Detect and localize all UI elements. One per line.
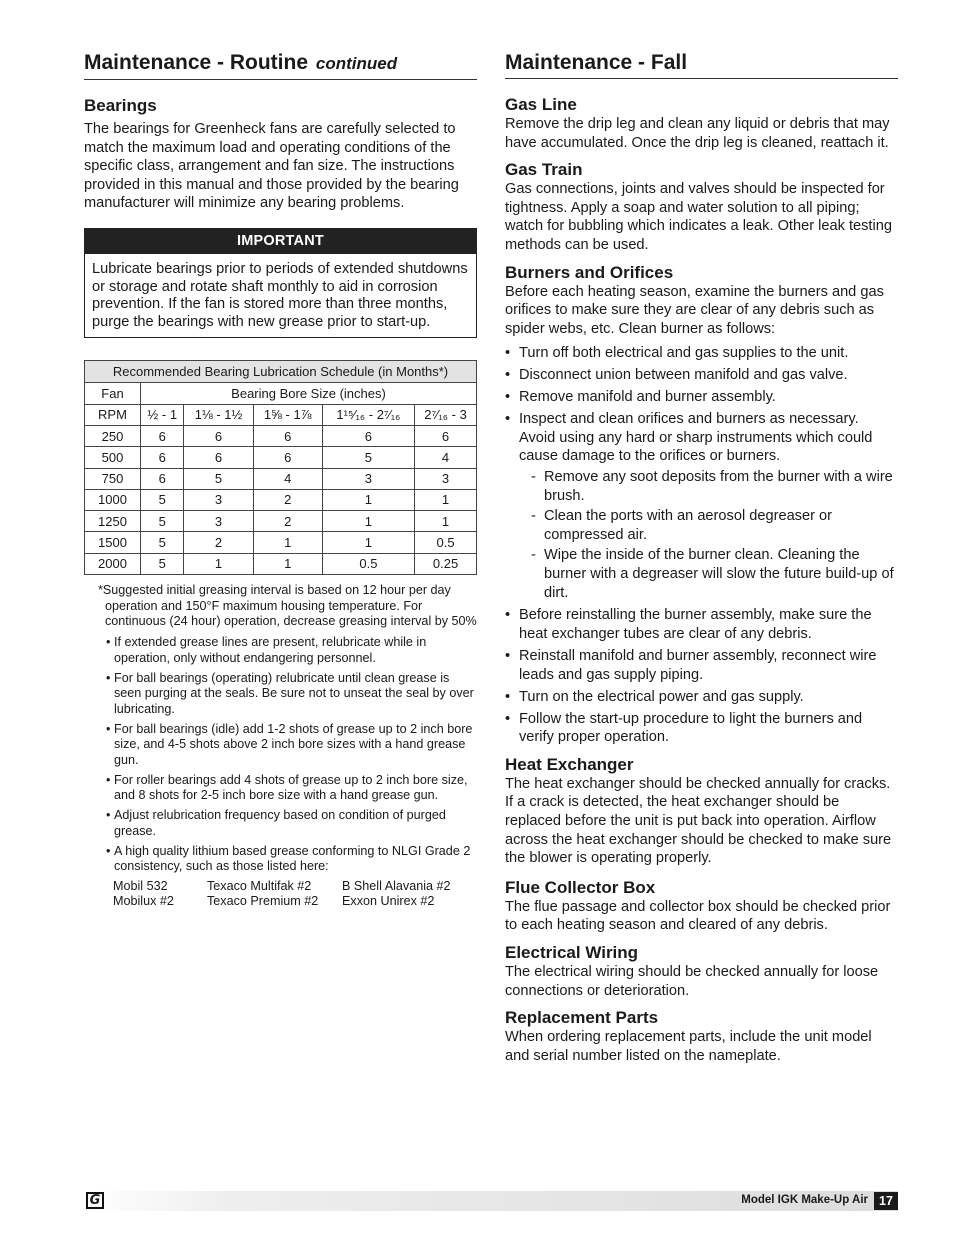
flue-title: Flue Collector Box (505, 877, 656, 897)
grease-item: Texaco Multifak #2 (207, 878, 312, 893)
interval-cell: 3 (184, 489, 253, 510)
interval-cell: 5 (141, 511, 184, 532)
important-text: Lubricate bearings prior to periods of extended shutdowns or storage and rotate shaft monthly to aid in corrosion prevention. If the fan is stored more than three months, purge the bearings with new grease prior to start-up. (92, 260, 468, 330)
table-row (85, 425, 477, 446)
parts-text: When ordering replacement parts, include the unit model and serial number listed on the nameplate. (505, 1029, 872, 1064)
interval-cell: 2 (253, 489, 322, 510)
flue-text: The flue passage and collector box should be checked prior to each heating season and cleared of any debris. (505, 898, 891, 934)
interval-cell: 3 (322, 468, 414, 489)
burner-step-text: Remove manifold and burner assembly. (519, 389, 776, 406)
interval-cell: 1 (322, 511, 414, 532)
table-footnote (84, 583, 477, 630)
fan-rpm-cell: 1250 (85, 511, 141, 532)
table-caption-row (85, 361, 477, 383)
wiring-text: The electrical wiring should be checked annually for loose connections or deterioration. (505, 963, 879, 999)
table-row (85, 447, 477, 468)
fan-rpm-cell: 1000 (85, 489, 141, 510)
interval-cell: 5 (141, 553, 184, 574)
burner-step: • Follow the start-up procedure to light the burners and verify proper operation. (505, 710, 898, 747)
important-label: IMPORTANT (85, 229, 476, 254)
bore-size-cell: 1⅛ - 1½ (184, 404, 253, 425)
interval-cell: 1 (415, 511, 477, 532)
fan-rpm-cell: 2000 (85, 553, 141, 574)
burner-step: • Turn on the electrical power and gas supply. (505, 688, 898, 707)
burners-text: Before each heating season, examine the burners and gas orifices to make sure they are clear of any debris such as spider webs, etc. Clean burner as follows: (505, 283, 884, 337)
table-row (85, 553, 477, 574)
table-row (85, 532, 477, 553)
lubrication-schedule-table (84, 360, 477, 575)
heading-continued: continued (315, 54, 398, 73)
fan-rpm-cell: 500 (85, 447, 141, 468)
interval-cell: 5 (141, 532, 184, 553)
interval-cell: 6 (141, 425, 184, 446)
interval-cell: 2 (184, 532, 253, 553)
table-row (85, 489, 477, 510)
burner-substeps (519, 468, 898, 603)
interval-cell: 1 (253, 553, 322, 574)
burner-step: • Reinstall manifold and burner assembly, reconnect wire leads and gas supply piping. (505, 647, 898, 684)
page-title-fall: Maintenance - Fall (505, 50, 898, 79)
burner-step (505, 366, 898, 385)
burners-title: Burners and Orifices (505, 262, 674, 282)
grease-item: Exxon Unirex #2 (342, 894, 435, 909)
bearings-title: Bearings (84, 96, 157, 115)
interval-cell: 6 (253, 447, 322, 468)
grease-item: B Shell Alavania #2 (342, 878, 451, 893)
interval-cell: 0.5 (322, 553, 414, 574)
footnote-text: *Suggested initial greasing interval is based on 12 hour per day operation and 150°F maximum housing temperature. For continuous (24 hour) operation, decrease greasing interval by 50% (98, 583, 477, 629)
heat-exchanger-text: The heat exchanger should be checked annually for cracks. If a crack is detected, the heat exchanger should be replaced before the unit is put back into operation. Airflow across the heat exchanger should be checked to make sure the blower is operating properly. (505, 775, 892, 867)
table-header-row (85, 383, 477, 404)
bore-size-cell: ½ - 1 (141, 404, 184, 425)
grease-item: Mobil 532 (113, 878, 168, 893)
interval-cell: 2 (253, 511, 322, 532)
footer-bar (84, 1191, 898, 1211)
note-item: • A high quality lithium based grease conforming to NLGI Grade 2 consistency, such as those listed here: (106, 844, 477, 875)
interval-cell: 6 (184, 447, 253, 468)
interval-cell: 5 (184, 468, 253, 489)
fan-rpm-cell: 1500 (85, 532, 141, 553)
gas-line-text: Remove the drip leg and clean any liquid or debris that may have accumulated. Once the drip leg is cleaned, reattach it. (505, 116, 890, 151)
interval-cell: 1 (184, 553, 253, 574)
wiring-title: Electrical Wiring (505, 942, 639, 962)
burner-substep: - Remove any soot deposits from the burner with a wire brush. (531, 468, 898, 506)
fan-rpm-cell: 250 (85, 425, 141, 446)
bore-size-cell: 1¹⁵⁄₁₆ - 2⁷⁄₁₆ (322, 404, 414, 425)
interval-cell: 0.5 (415, 532, 477, 553)
bore-size-cell: 2⁷⁄₁₆ - 3 (415, 404, 477, 425)
burner-substep: - Clean the ports with an aerosol degreaser or compressed air. (531, 507, 898, 545)
right-column (505, 50, 898, 1065)
burner-step (505, 388, 898, 407)
parts-title: Replacement Parts (505, 1008, 659, 1028)
fan-rpm-label-bottom: RPM (85, 404, 141, 425)
interval-cell: 6 (253, 425, 322, 446)
interval-cell: 1 (415, 489, 477, 510)
interval-cell: 6 (141, 447, 184, 468)
grease-item: Mobilux #2 (113, 894, 174, 909)
interval-cell: 3 (184, 511, 253, 532)
interval-cell: 4 (253, 468, 322, 489)
interval-cell: 0.25 (415, 553, 477, 574)
footer-model: Model IGK Make-Up Air (741, 1194, 868, 1206)
fan-rpm-label-top: Fan (85, 383, 141, 404)
bore-size-cell: 1⅝ - 1⅞ (253, 404, 322, 425)
note-item: • If extended grease lines are present, relubricate while in operation, only without endangering personnel. (106, 635, 477, 666)
interval-cell: 6 (184, 425, 253, 446)
burner-substep: - Wipe the inside of the burner clean. Cleaning the burner with a degreaser will slow the future build-up of dirt. (531, 546, 898, 603)
burner-step (505, 410, 898, 603)
interval-cell: 4 (415, 447, 477, 468)
interval-cell: 1 (322, 489, 414, 510)
interval-cell: 5 (141, 489, 184, 510)
interval-cell: 1 (253, 532, 322, 553)
lubrication-notes (84, 635, 477, 875)
interval-cell: 6 (415, 425, 477, 446)
table-row (85, 468, 477, 489)
gas-train-title: Gas Train (505, 160, 583, 180)
note-item: • For ball bearings (idle) add 1-2 shots of grease up to 2 inch bore size, and 4-5 shots above 2 inch bore sizes with a hand grease gun. (106, 722, 477, 769)
note-item: • For ball bearings (operating) relubricate until clean grease is seen purging at the seals. Be sure not to unseat the seal by over lubricating. (106, 671, 477, 718)
interval-cell: 3 (415, 468, 477, 489)
note-item: • For roller bearings add 4 shots of grease up to 2 inch bore size, and 8 shots for 2-5 inch bore size with a hand grease gun. (106, 773, 477, 804)
interval-cell: 6 (141, 468, 184, 489)
fan-rpm-cell: 750 (85, 468, 141, 489)
burner-step-text: Disconnect union between manifold and gas valve. (519, 367, 848, 384)
bore-size-row (85, 404, 477, 425)
page-title-routine (84, 50, 477, 80)
bearings-text: The bearings for Greenheck fans are carefully selected to match the maximum load and operating conditions of the specific class, arrangement and fan size. The instructions provided in this manual and those provided by the bearing manufacturer will minimize any bearing problems. (84, 121, 459, 212)
interval-cell: 1 (322, 532, 414, 553)
table-row (85, 511, 477, 532)
left-column (84, 50, 477, 910)
important-box (84, 228, 477, 338)
gas-line-title: Gas Line (505, 95, 577, 114)
page-number: 17 (874, 1192, 898, 1210)
grease-list (113, 879, 477, 910)
burner-step-text: Turn off both electrical and gas supplies to the unit. (519, 345, 849, 362)
bore-size-label: Bearing Bore Size (inches) (141, 383, 477, 404)
greenheck-logo-icon: G (86, 1192, 104, 1209)
table-caption: Recommended Bearing Lubrication Schedule (in Months*) (85, 361, 477, 383)
burner-step-text: Inspect and clean orifices and burners as necessary. Avoid using any hard or sharp instruments which could cause damage to the orifices or burners. (519, 411, 873, 465)
burner-step (505, 344, 898, 363)
burner-cleaning-steps (505, 344, 898, 746)
grease-item: Texaco Premium #2 (207, 894, 319, 909)
gas-train-text: Gas connections, joints and valves should be inspected for tightness. Apply a soap and water solution to all piping; watch for bubbling which indicates a leak. Other leak testing methods can be used. (505, 181, 892, 253)
note-item: • Adjust relubrication frequency based on condition of purged grease. (106, 808, 477, 839)
interval-cell: 6 (322, 425, 414, 446)
heat-exchanger-title: Heat Exchanger (505, 754, 634, 774)
burner-step: • Before reinstalling the burner assembly, make sure the heat exchanger tubes are clear of any debris. (505, 606, 898, 643)
interval-cell: 5 (322, 447, 414, 468)
heading-text: Maintenance - Routine (84, 51, 309, 74)
